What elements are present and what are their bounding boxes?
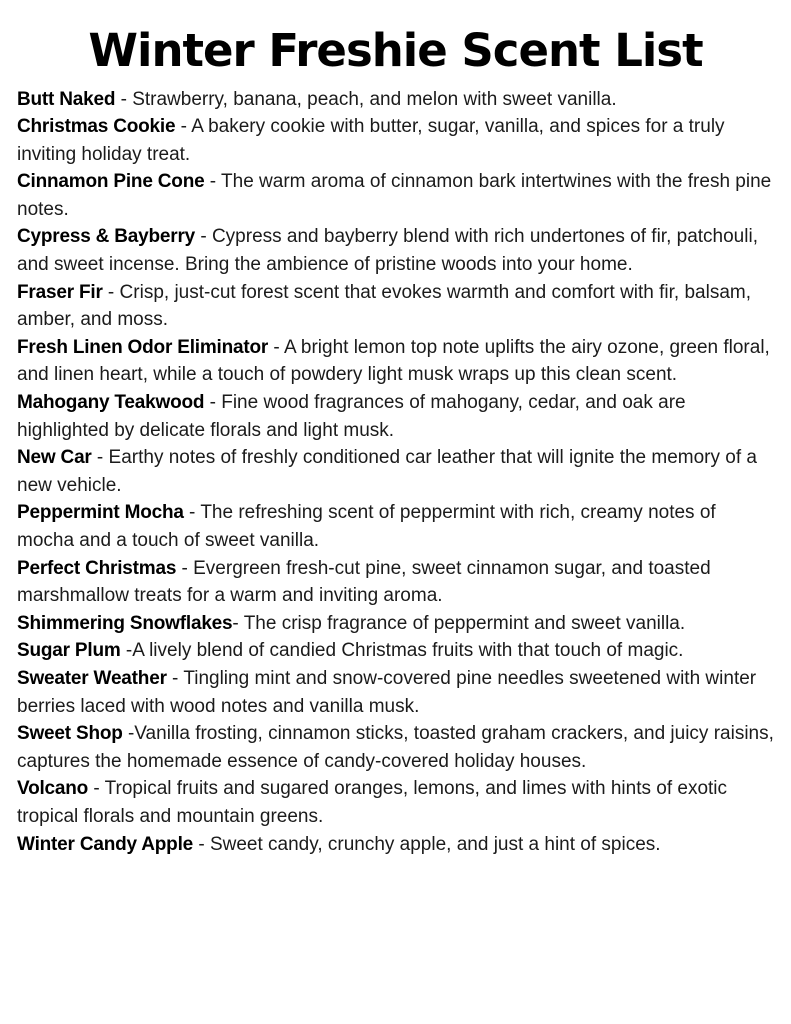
scent-separator: - [120,640,133,662]
scent-name: Butt Naked [17,88,116,110]
scent-description: Tropical fruits and sugared oranges, lemons, and limes with hints of exotic tropical florals and mountain greens. [17,778,728,827]
scent-separator: - [175,116,192,138]
scent-name: Peppermint Mocha [17,502,184,524]
scent-separator: - [102,281,120,303]
scent-description: Cypress and bayberry blend with rich undertones of fir, patchouli, and sweet incense. Bring the ambience of pristine woods into your home. [17,226,758,276]
scent-entry [17,279,774,334]
scent-name: Sweater Weather [17,667,167,689]
scent-entry [17,334,774,389]
scent-name: Mahogany Teakwood [17,392,205,414]
scent-name: Cypress & Bayberry [17,226,196,248]
scent-entry [17,610,774,638]
scent-description: Sweet candy, crunchy apple, and just a hint of spices. [209,833,661,855]
scent-description: Tingling mint and snow-covered pine needles sweetened with winter berries laced with wood notes and vanilla musk. [17,667,757,717]
scent-description: A lively blend of candied Christmas fruits with that touch of magic. [132,640,684,662]
scent-name: Christmas Cookie [17,116,176,138]
scent-entry [17,168,774,223]
scent-name: Cinnamon Pine Cone [17,171,205,193]
scent-separator: - [183,502,201,524]
scent-name: Winter Candy Apple [17,833,194,855]
scent-entry [17,389,774,444]
scent-entry [17,637,774,665]
scent-entry [17,831,774,859]
scent-separator: - [88,778,105,800]
scent-description: The crisp fragrance of peppermint and sweet vanilla. [243,612,686,634]
scent-name: Perfect Christmas [17,557,177,579]
scent-separator: - [195,226,212,248]
scent-description: Earthy notes of freshly conditioned car leather that will ignite the memory of a new vehicle. [17,447,757,496]
scent-entry [17,223,774,278]
scent-separator: - [193,833,210,855]
scent-name: Volcano [17,778,89,800]
scent-description: Evergreen fresh-cut pine, sweet cinnamon sugar, and toasted marshmallow treats for a warm and inviting aroma. [17,557,711,607]
scent-entry [17,113,774,168]
scent-entry [17,444,774,499]
scent-description: The warm aroma of cinnamon bark intertwines with the fresh pine notes. [17,171,772,220]
scent-separator: - [115,88,133,110]
scent-separator: - [122,723,135,745]
scent-name: New Car [17,447,92,469]
scent-description: A bakery cookie with butter, sugar, vanilla, and spices for a truly inviting holiday treat. [17,116,725,165]
scent-list [17,86,774,859]
scent-separator: - [91,447,109,469]
scent-separator: - [166,667,184,689]
scent-separator: - [176,557,194,579]
scent-entry [17,499,774,554]
scent-name: Fresh Linen Odor Eliminator [17,336,269,358]
scent-name: Sugar Plum [17,640,121,662]
scent-description: A bright lemon top note uplifts the airy ozone, green floral, and linen heart, while a touch of powdery light musk wraps up this clean scent. [17,336,770,386]
scent-entry [17,665,774,720]
scent-separator: - [204,392,222,414]
scent-description: Crisp, just-cut forest scent that evokes warmth and comfort with fir, balsam, amber, and moss. [17,281,751,331]
scent-separator: - [204,171,222,193]
scent-entry [17,720,774,775]
scent-name: Shimmering Snowflakes [17,612,233,634]
scent-entry [17,555,774,610]
scent-name: Fraser Fir [17,281,103,303]
scent-separator: - [268,336,284,358]
scent-separator: - [232,612,244,634]
scent-entry [17,86,774,114]
scent-description: The refreshing scent of peppermint with rich, creamy notes of mocha and a touch of sweet vanilla. [17,502,716,551]
scent-entry [17,775,774,830]
scent-description: Fine wood fragrances of mahogany, cedar, and oak are highlighted by delicate florals and light musk. [17,392,686,441]
scent-description: Vanilla frosting, cinnamon sticks, toasted graham crackers, and juicy raisins, captures the homemade essence of candy-covered holiday houses. [17,723,774,772]
page-title: Winter Freshie Scent List [88,24,703,77]
scent-name: Sweet Shop [17,723,123,745]
scent-description: Strawberry, banana, peach, and melon with sweet vanilla. [132,88,617,110]
